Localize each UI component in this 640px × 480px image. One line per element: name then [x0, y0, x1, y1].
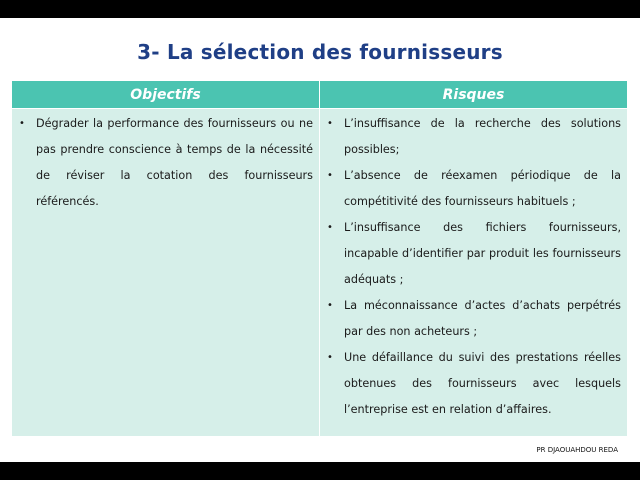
risque-text: Une défaillance du suivi des prestations réelles obtenues des fournisseurs avec lesquels l’entreprise est en relation d’affaires. — [344, 351, 621, 416]
risques-list — [324, 111, 621, 423]
bullet-icon: • — [327, 300, 333, 311]
list-item — [324, 163, 621, 215]
slide-title: 3- La sélection des fournisseurs — [137, 40, 503, 64]
list-item — [324, 345, 621, 423]
bullet-icon: • — [327, 222, 333, 233]
list-item — [324, 111, 621, 163]
bullet-icon: • — [327, 170, 333, 181]
objectives-risks-table — [11, 80, 628, 437]
table-header-row — [12, 81, 628, 109]
risque-text: L’insuffisance des fichiers fournisseurs, incapable d’identifier par produit les fournisseurs adéquats ; — [344, 221, 621, 286]
risque-text: La méconnaissance d’actes d’achats perpétrés par des non acheteurs ; — [344, 299, 621, 338]
list-item — [324, 293, 621, 345]
risque-text: L’insuffisance de la recherche des solutions possibles; — [344, 117, 621, 156]
list-item — [16, 111, 313, 215]
bullet-icon: • — [327, 118, 333, 129]
header-objectifs: Objectifs — [12, 81, 320, 109]
risques-cell — [320, 109, 628, 437]
bullet-icon: • — [19, 118, 25, 129]
footer-author: PR DJAOUAHDOU REDA — [536, 446, 618, 454]
objectifs-list — [16, 111, 313, 215]
risque-text: L’absence de réexamen périodique de la compétitivité des fournisseurs habituels ; — [344, 169, 621, 208]
objectif-text: Dégrader la performance des fournisseurs ou ne pas prendre conscience à temps de la nécessité de réviser la cotation des fournisseurs référencés. — [36, 117, 313, 208]
header-risques: Risques — [320, 81, 628, 109]
list-item — [324, 215, 621, 293]
slide — [0, 18, 640, 462]
objectifs-cell — [12, 109, 320, 437]
bullet-icon: • — [327, 352, 333, 363]
table-row — [12, 109, 628, 437]
